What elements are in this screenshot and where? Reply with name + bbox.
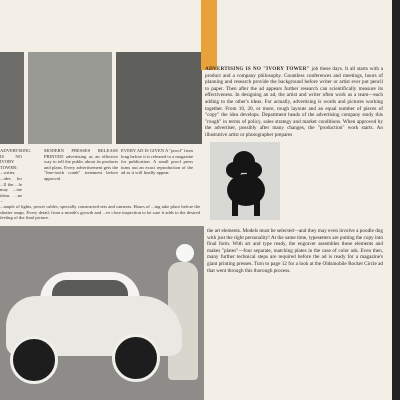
office-photo-press-room [116,52,202,144]
caption-studio-fragment: ...ample of lights, power cables, specially constructed sets and cameras. Hours of ...ing take place before the shutter snaps. Every detail, from a month's growth and ...ve close inspection to be sure it adds to the desired feeling of the final picture. [0,204,200,221]
office-photo-meeting [28,52,112,144]
article-headline: ADVERTISING IS NO "IVORY TOWER" [205,66,310,72]
car-rear-wheel [10,336,58,384]
poodle-photo [210,142,280,220]
caption-left-cut: ADVERTISING IS NO IVORY TOWER: ...writer, ...ides for ...ll the ...le may ...ine ideas ...ne ... [0,148,31,204]
article-top-paragraph: job these days. It all starts with a product and a company philosophy. Countless conferences and meetings, hours of planning and research provide the background before writer or artist ever put pencil to paper. Then after the ad appears further research can scientifically measure its effectiveness. In designing an ad, the artist and writer often work as a team—each adding to the other's ideas. For actually, advertising is words and pictures working together. From 10, 20, or more, rough layouts and an equal number of pieces of "copy" the idea develops. Department heads of the advertising company study this "rough" in terms of policy, sales strategy and market conditions. When approved by the advertiser, possibly after many changes, the "production" work starts. An illustrative artist or photographer prepares [205,66,384,138]
caption-proof-press: EVERY AD IS GIVEN A "proof" from long before it is released to a magazine for publication. A small proof press turns out an exact reproduction of the ad as it will finally appear. [121,148,193,176]
car-front-wheel [112,334,160,382]
page-edge [392,0,400,400]
caption-modern-presses: MODERN PRESSES RELEASE PRINTED advertising as an effective way to tell the public about its products and plans. Every advertisement gets the "fine-tooth comb" treatment before approval. [44,148,118,181]
studio-lamp [176,244,194,262]
orange-accent-bar [201,0,217,70]
article-bottom-column: the art elements. Models must be selected—and they may even involve a poodle dog with just the right personality! At the same time, typesetters are putting the copy into final form. With art and type ready, the engraver assembles these elements and makes "plates"—four separate, matching plates in the case of color ads. Even then, many further technical steps are required before the ad is ready for a magazine's giant printing presses. Turn to page 12 for a look at the Oldsmobile Rocket Circle ad that went through this thorough process. [207,228,383,274]
article-top-column [205,66,383,139]
office-photo-left [0,52,24,144]
poodle-silhouette-icon [210,142,280,220]
